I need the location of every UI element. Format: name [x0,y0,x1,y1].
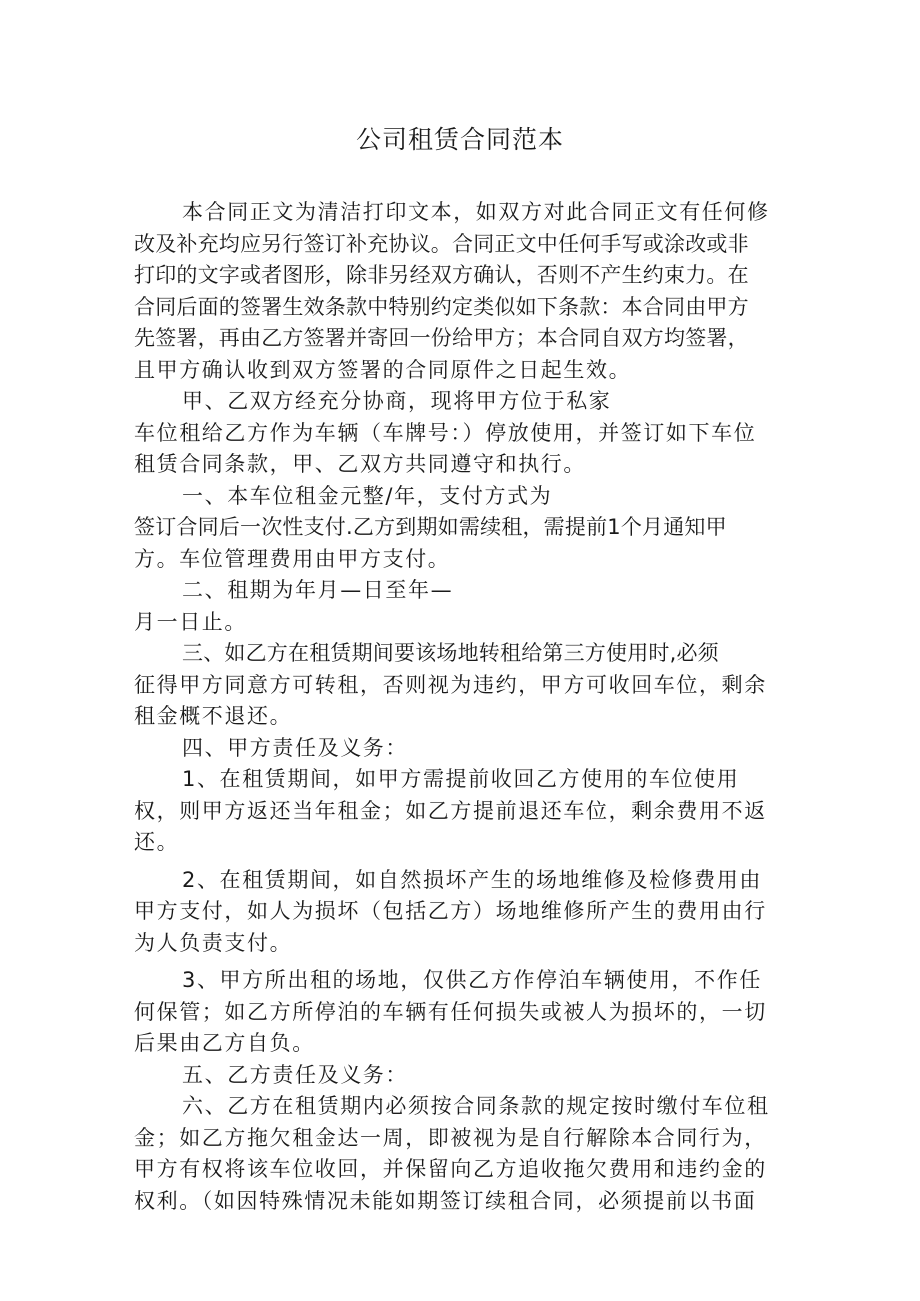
paragraph-line: 甲、乙双方经充分协商，现将甲方位于私家 [182,389,612,413]
paragraph-line: 月一日止。 [134,609,247,634]
clause-heading: 一、本车位租金元整/年，支付方式为 [182,483,553,508]
sub-clause-line: 3、甲方所出租的场地，仅供乙方作停泊车辆使用，不作任 [182,968,762,992]
paragraph-line: 何保管；如乙方所停泊的车辆有任何损失或被人为损坏的，一切 [134,999,767,1024]
document-body [134,197,814,1217]
sub-clause-line: 2、在租赁期间，如自然损坏产生的场地维修及检修费用由 [182,867,762,892]
sub-clause-line: 1、在租赁期间，如甲方需提前收回乙方使用的车位使用 [182,767,740,791]
paragraph-line: 合同后面的签署生效条款中特别约定类似如下条款：本合同由甲方 [134,294,749,319]
clause-heading: 五、乙方责任及义务： [182,1062,408,1087]
paragraph-line: 金；如乙方拖欠租金达一周，即被视为是自行解除本合同行为， [134,1125,767,1150]
clause-heading: 四、甲方责任及义务： [182,735,408,760]
paragraph-line: 权利。（如因特殊情况未能如期签订续租合同，必须提前以书面 [134,1188,757,1213]
clause-heading: 六、乙方在租赁期内必须按合同条款的规定按时缴付车位租 [182,1094,770,1118]
paragraph-line: 租赁合同条款，甲、乙双方共同遵守和执行。 [134,452,586,476]
paragraph-line: 征得甲方同意方可转租，否则视为违约，甲方可收回车位，剩余 [134,672,767,697]
paragraph-line: 改及补充均应另行签订补充协议。合同正文中任何手写或涂改或非 [134,231,749,256]
paragraph-line: 车位租给乙方作为车辆（车牌号：）停放使用，并签订如下车位 [134,420,757,445]
paragraph-line: 后果由乙方自负。 [134,1031,315,1055]
paragraph-line: 还。 [134,830,180,854]
clause-heading: 二、租期为年月—日至年— [182,578,454,602]
paragraph-line: 甲方有权将该车位收回，并保留向乙方追收拖欠费用和违约金的 [134,1157,767,1181]
clause-heading: 三、如乙方在租赁期间要该场地转租给第三方使用时,必须 [182,641,719,665]
paragraph-line: 先签署，再由乙方签署并寄回一份给甲方；本合同自双方均签署， [134,326,749,350]
paragraph-line: 且甲方确认收到双方签署的合同原件之日起生效。 [134,357,632,382]
paragraph-line: 打印的文字或者图形，除非另经双方确认，否则不产生约束力。在 [134,263,749,287]
paragraph-line: 甲方支付，如人为损坏（包括乙方）场地维修所产生的费用由行 [134,899,767,923]
paragraph-line: 租金概不退还。 [134,704,293,728]
paragraph-line: 本合同正文为清洁打印文本，如双方对此合同正文有任何修 [182,200,770,224]
paragraph-line: 权，则甲方返还当年租金；如乙方提前退还车位，剩余费用不返 [134,798,767,823]
paragraph-line: 签订合同后一次性支付.乙方到期如需续租，需提前1个月通知甲 [134,515,727,539]
paragraph-line: 为人负责支付。 [134,930,293,955]
paragraph-line: 方。车位管理费用由甲方支付。 [134,546,451,571]
document-title: 公司租赁合同范本 [355,125,564,154]
